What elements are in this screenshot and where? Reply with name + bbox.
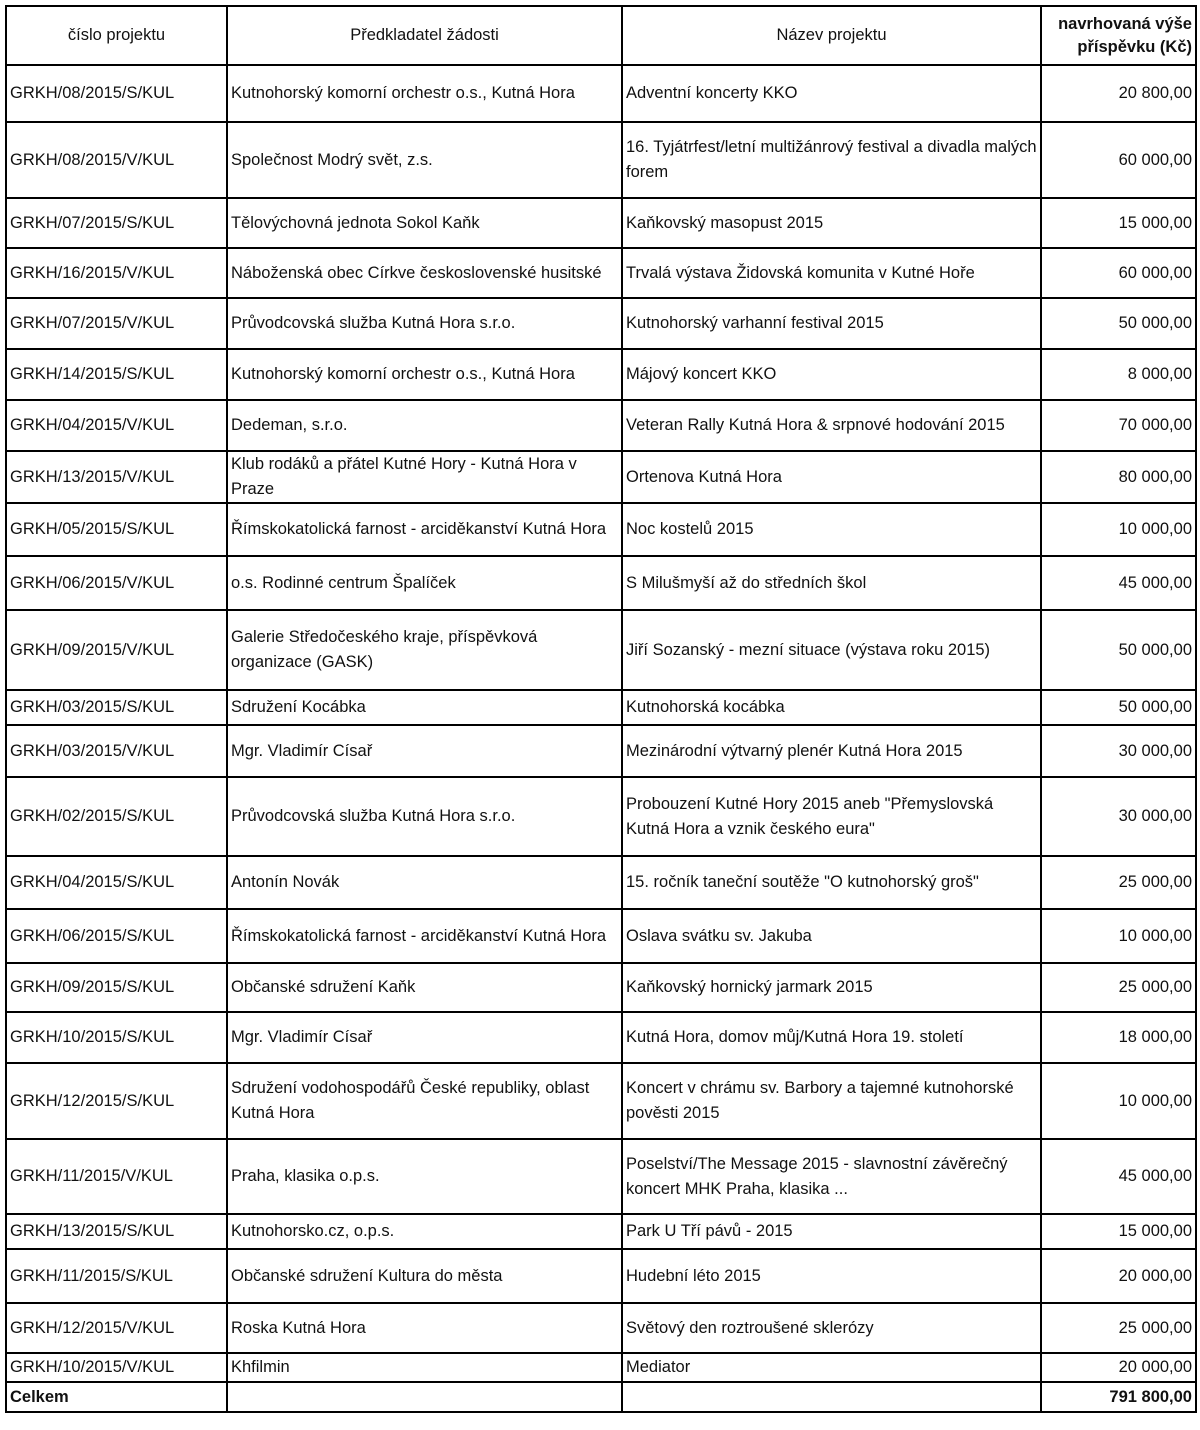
grant-table [5,5,1197,1413]
table-row [6,451,1196,503]
project-name-cell: Probouzení Kutné Hory 2015 aneb "Přemyslovská Kutná Hora a vznik českého eura" [622,777,1041,856]
amount-cell: 15 000,00 [1041,198,1196,248]
applicant-cell: Antonín Novák [227,856,622,909]
applicant-cell: Kutnohorský komorní orchestr o.s., Kutná Hora [227,65,622,122]
applicant-cell: Klub rodáků a přátel Kutné Hory - Kutná Hora v Praze [227,451,622,503]
applicant-cell: Praha, klasika o.p.s. [227,1139,622,1214]
project-number-cell: GRKH/12/2015/V/KUL [6,1303,227,1353]
amount-cell: 15 000,00 [1041,1214,1196,1249]
applicant-cell: Římskokatolická farnost - arciděkanství Kutná Hora [227,503,622,556]
project-name-cell: Koncert v chrámu sv. Barbory a tajemné kutnohorské pověsti 2015 [622,1063,1041,1139]
amount-cell: 20 000,00 [1041,1353,1196,1382]
project-number-cell: GRKH/04/2015/V/KUL [6,400,227,451]
table-row [6,690,1196,725]
project-name-cell: Veteran Rally Kutná Hora & srpnové hodování 2015 [622,400,1041,451]
project-number-cell: GRKH/11/2015/S/KUL [6,1249,227,1303]
applicant-cell: Římskokatolická farnost - arciděkanství Kutná Hora [227,909,622,963]
project-number-cell: GRKH/06/2015/V/KUL [6,556,227,610]
applicant-cell: Občanské sdružení Kultura do města [227,1249,622,1303]
applicant-cell: Khfilmin [227,1353,622,1382]
header-project-number: číslo projektu [6,6,227,65]
total-amount: 791 800,00 [1041,1382,1196,1412]
project-name-cell: Ortenova Kutná Hora [622,451,1041,503]
project-number-cell: GRKH/13/2015/V/KUL [6,451,227,503]
applicant-cell: Náboženská obec Církve československé husitské [227,248,622,298]
project-name-cell: Adventní koncerty KKO [622,65,1041,122]
project-number-cell: GRKH/02/2015/S/KUL [6,777,227,856]
amount-cell: 30 000,00 [1041,725,1196,777]
amount-cell: 60 000,00 [1041,122,1196,198]
amount-cell: 50 000,00 [1041,298,1196,349]
project-name-cell: Poselství/The Message 2015 - slavnostní závěrečný koncert MHK Praha, klasika ... [622,1139,1041,1214]
table-row [6,777,1196,856]
project-number-cell: GRKH/03/2015/S/KUL [6,690,227,725]
project-name-cell: Světový den roztroušené sklerózy [622,1303,1041,1353]
table-row [6,1303,1196,1353]
amount-cell: 30 000,00 [1041,777,1196,856]
project-name-cell: 16. Tyjátrfest/letní multižánrový festival a divadla malých forem [622,122,1041,198]
table-row [6,856,1196,909]
total-label: Celkem [6,1382,227,1412]
project-number-cell: GRKH/13/2015/S/KUL [6,1214,227,1249]
header-applicant: Předkladatel žádosti [227,6,622,65]
amount-cell: 70 000,00 [1041,400,1196,451]
table-row [6,1249,1196,1303]
project-name-cell: Kutná Hora, domov můj/Kutná Hora 19. století [622,1012,1041,1063]
amount-cell: 25 000,00 [1041,1303,1196,1353]
applicant-cell: Průvodcovská služba Kutná Hora s.r.o. [227,298,622,349]
table-row [6,503,1196,556]
header-row [6,6,1196,65]
table-row [6,1214,1196,1249]
amount-cell: 50 000,00 [1041,610,1196,690]
project-number-cell: GRKH/07/2015/V/KUL [6,298,227,349]
table-row [6,725,1196,777]
project-number-cell: GRKH/14/2015/S/KUL [6,349,227,400]
table-row [6,1139,1196,1214]
amount-cell: 25 000,00 [1041,963,1196,1012]
table-row [6,122,1196,198]
amount-cell: 10 000,00 [1041,503,1196,556]
project-number-cell: GRKH/04/2015/S/KUL [6,856,227,909]
project-name-cell: Kaňkovský hornický jarmark 2015 [622,963,1041,1012]
amount-cell: 50 000,00 [1041,690,1196,725]
table-row [6,1012,1196,1063]
amount-cell: 45 000,00 [1041,556,1196,610]
project-number-cell: GRKH/09/2015/S/KUL [6,963,227,1012]
project-number-cell: GRKH/11/2015/V/KUL [6,1139,227,1214]
table-row [6,349,1196,400]
project-name-cell: Mediator [622,1353,1041,1382]
table-row [6,556,1196,610]
project-number-cell: GRKH/09/2015/V/KUL [6,610,227,690]
applicant-cell: Mgr. Vladimír Císař [227,725,622,777]
project-number-cell: GRKH/10/2015/S/KUL [6,1012,227,1063]
project-name-cell: Kutnohorský varhanní festival 2015 [622,298,1041,349]
project-name-cell: Kutnohorská kocábka [622,690,1041,725]
total-empty-cell [227,1382,622,1412]
applicant-cell: Tělovýchovná jednota Sokol Kaňk [227,198,622,248]
project-number-cell: GRKH/08/2015/V/KUL [6,122,227,198]
amount-cell: 20 800,00 [1041,65,1196,122]
project-number-cell: GRKH/06/2015/S/KUL [6,909,227,963]
project-name-cell: Park U Tří pávů - 2015 [622,1214,1041,1249]
table-row [6,610,1196,690]
applicant-cell: Galerie Středočeského kraje, příspěvková organizace (GASK) [227,610,622,690]
project-name-cell: S Milušmyší až do středních škol [622,556,1041,610]
applicant-cell: Roska Kutná Hora [227,1303,622,1353]
total-empty-cell [622,1382,1041,1412]
header-amount: navrhovaná výše příspěvku (Kč) [1041,6,1196,65]
table-row [6,1063,1196,1139]
applicant-cell: Sdružení vodohospodářů České republiky, oblast Kutná Hora [227,1063,622,1139]
amount-cell: 18 000,00 [1041,1012,1196,1063]
table-row [6,400,1196,451]
table-row [6,248,1196,298]
project-name-cell: Trvalá výstava Židovská komunita v Kutné Hoře [622,248,1041,298]
applicant-cell: Sdružení Kocábka [227,690,622,725]
table-row [6,65,1196,122]
project-name-cell: Májový koncert KKO [622,349,1041,400]
applicant-cell: o.s. Rodinné centrum Špalíček [227,556,622,610]
header-project-name: Název projektu [622,6,1041,65]
project-number-cell: GRKH/07/2015/S/KUL [6,198,227,248]
project-name-cell: Jiří Sozanský - mezní situace (výstava roku 2015) [622,610,1041,690]
applicant-cell: Kutnohorsko.cz, o.p.s. [227,1214,622,1249]
amount-cell: 80 000,00 [1041,451,1196,503]
project-number-cell: GRKH/08/2015/S/KUL [6,65,227,122]
project-name-cell: 15. ročník taneční soutěže "O kutnohorský groš" [622,856,1041,909]
applicant-cell: Občanské sdružení Kaňk [227,963,622,1012]
applicant-cell: Kutnohorský komorní orchestr o.s., Kutná Hora [227,349,622,400]
applicant-cell: Společnost Modrý svět, z.s. [227,122,622,198]
amount-cell: 10 000,00 [1041,1063,1196,1139]
table-row [6,963,1196,1012]
project-number-cell: GRKH/03/2015/V/KUL [6,725,227,777]
applicant-cell: Dedeman, s.r.o. [227,400,622,451]
amount-cell: 8 000,00 [1041,349,1196,400]
project-name-cell: Kaňkovský masopust 2015 [622,198,1041,248]
project-number-cell: GRKH/12/2015/S/KUL [6,1063,227,1139]
project-number-cell: GRKH/16/2015/V/KUL [6,248,227,298]
project-name-cell: Hudební léto 2015 [622,1249,1041,1303]
project-number-cell: GRKH/10/2015/V/KUL [6,1353,227,1382]
table-row [6,198,1196,248]
table-row [6,1353,1196,1382]
amount-cell: 20 000,00 [1041,1249,1196,1303]
project-name-cell: Noc kostelů 2015 [622,503,1041,556]
amount-cell: 60 000,00 [1041,248,1196,298]
amount-cell: 10 000,00 [1041,909,1196,963]
project-number-cell: GRKH/05/2015/S/KUL [6,503,227,556]
table-row [6,909,1196,963]
amount-cell: 45 000,00 [1041,1139,1196,1214]
amount-cell: 25 000,00 [1041,856,1196,909]
applicant-cell: Mgr. Vladimír Císař [227,1012,622,1063]
project-name-cell: Oslava svátku sv. Jakuba [622,909,1041,963]
table-row [6,298,1196,349]
total-row [6,1382,1196,1412]
project-name-cell: Mezinárodní výtvarný plenér Kutná Hora 2015 [622,725,1041,777]
applicant-cell: Průvodcovská služba Kutná Hora s.r.o. [227,777,622,856]
